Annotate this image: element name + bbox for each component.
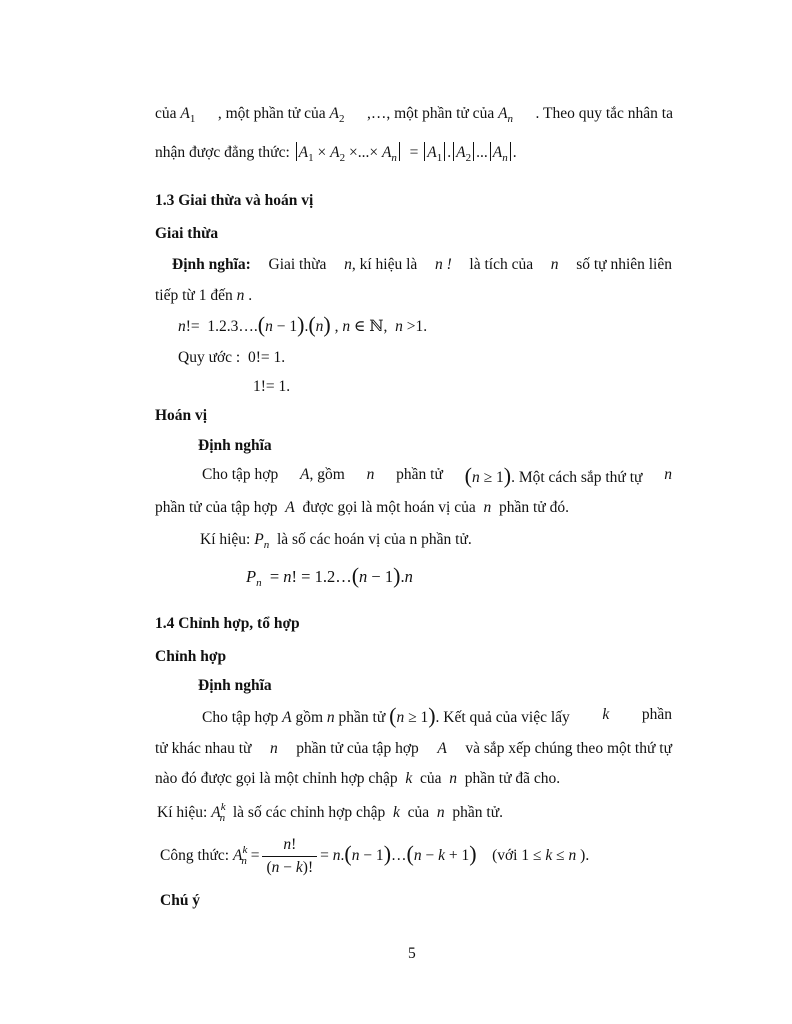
text: , một phần tử của xyxy=(217,105,326,122)
convention-line-1 xyxy=(178,348,285,368)
text: Cho tập hợp xyxy=(202,466,279,483)
arrangement-notation: Kí hiệu: $A^k_n$ là số các chỉnh hợp chập k của n phần tử. xyxy=(157,801,503,824)
definition-label: Định nghĩa: xyxy=(172,256,251,273)
text: là tích của xyxy=(469,256,534,273)
text: và sắp xếp chúng theo một thứ tự xyxy=(465,740,672,757)
text: gồm xyxy=(295,709,324,726)
definition-heading-2: Định nghĩa xyxy=(198,437,272,454)
text: , gồm xyxy=(309,466,345,483)
text: tử khác nhau từ xyxy=(155,740,252,757)
text: phần xyxy=(641,706,672,723)
subheading-chinh-hop: Chỉnh hợp xyxy=(155,648,227,665)
arrangement-line-2: tử khác nhau từ n phần tử của tập hợp A và sắp xếp chúng theo một thứ tự xyxy=(155,740,672,757)
text: là số các chỉnh hợp chập xyxy=(232,804,386,821)
permutation-formula: $P_n = n$! = 1.2…(n − 1).n xyxy=(246,563,413,589)
permutation-line-1: Cho tập hợp A, gồm n phần tử (n ≥ 1). Một cách sắp thứ tự n xyxy=(202,463,672,488)
math: $A_2$ xyxy=(329,105,345,125)
page-number: 5 xyxy=(408,945,416,962)
text: ,…, một phần tử của xyxy=(366,105,495,122)
text: . Theo quy tắc nhân ta xyxy=(535,105,673,122)
text: Kí hiệu: xyxy=(157,804,208,821)
text-line-6: tiếp từ 1 đến n . xyxy=(155,287,253,304)
text: phần tử của tập hợp xyxy=(296,740,419,757)
subheading-giai-thua: Giai thừa xyxy=(155,225,219,242)
text: Công thức: xyxy=(160,847,230,864)
text: là số các hoán vị của n phần tử. xyxy=(276,531,472,548)
text: Kí hiệu: xyxy=(200,531,251,548)
text: , kí hiệu là xyxy=(351,256,418,273)
text: phần tử. xyxy=(452,804,503,821)
text: số tự nhiên liên xyxy=(576,256,672,273)
text: . Một cách sắp thứ tự xyxy=(511,469,643,486)
text: 0!= 1. xyxy=(247,349,286,366)
product-cardinality-formula: $A_1 \times A_2$ ×...× $A_n = A_1$ . $A_2$ ... $A_n$ . xyxy=(294,144,517,161)
text: tiếp từ 1 đến xyxy=(155,287,233,304)
section-heading-1-3: 1.3 Giai thừa và hoán vị xyxy=(155,192,314,209)
arrangement-line-1: Cho tập hợp A gồm n phần tử (n ≥ 1). Kết quả của việc lấy k phần xyxy=(202,703,672,728)
text: của xyxy=(155,105,177,122)
text: (với xyxy=(492,847,518,864)
text: nhận được đẳng thức: xyxy=(155,144,290,161)
text: nào đó được gọi là một chỉnh hợp chập xyxy=(155,770,398,787)
text: được gọi là một hoán vị của xyxy=(302,499,476,516)
text: phần tử đã cho. xyxy=(464,770,561,787)
convention-line-2: 1!= 1. xyxy=(253,378,291,395)
section-heading-1-4: 1.4 Chỉnh hợp, tổ hợp xyxy=(155,615,300,632)
text: Quy ước : xyxy=(178,349,241,366)
definition-giai-thua: Định nghĩa: Giai thừa n, kí hiệu là n ! là tích của n số tự nhiên liên xyxy=(172,256,672,273)
text: của xyxy=(420,770,442,787)
arrangement-line-3: nào đó được gọi là một chỉnh hợp chập k của n phần tử đã cho. xyxy=(155,770,561,787)
definition-heading-3: Định nghĩa xyxy=(198,677,272,694)
arrangement-formula: Công thức: $A^k_n$ = $\frac{n!}{(n - k)!}$ = n.(n − 1)…(n − k + 1) (với 1 ≤ k ≤ n ). xyxy=(160,835,590,876)
text: Cho tập hợp xyxy=(202,709,279,726)
factorial-formula: n!= 1.2.3….(n − 1).(n) , n ∈ ℕ, n >1. xyxy=(178,312,428,337)
text: phần tử đó. xyxy=(498,499,569,516)
permutation-line-2: phần tử của tập hợp A được gọi là một hoán vị của n phần tử đó. xyxy=(155,499,569,516)
text: phần tử xyxy=(338,709,386,726)
text: của xyxy=(407,804,430,821)
math: $A_1$ xyxy=(180,105,196,125)
note-heading: Chú ý xyxy=(160,892,201,909)
text: phần tử xyxy=(396,466,443,483)
permutation-notation: Kí hiệu: $P_n$ là số các hoán vị của n phần tử. xyxy=(200,531,472,551)
text-line-2 xyxy=(155,142,517,164)
text: phần tử của tập hợp xyxy=(155,499,278,516)
subheading-hoan-vi: Hoán vị xyxy=(155,407,208,424)
text: . Kết quả của việc lấy xyxy=(435,709,570,726)
text-line-1 xyxy=(155,104,673,125)
text: Giai thừa xyxy=(268,256,327,273)
math: $A_n$ xyxy=(498,105,514,125)
